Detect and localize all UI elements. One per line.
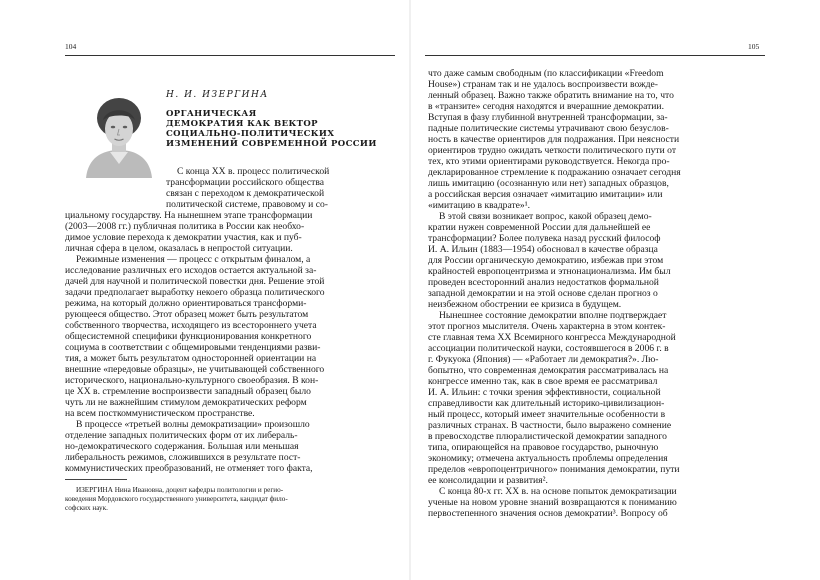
text-line: падные политические системы утрачивают свою безуслов- <box>428 123 669 134</box>
text-line: В процессе «третьей волны демократизации» произошло <box>76 419 310 430</box>
text-line: крайностей европоцентризма и этнонационализма. Им был <box>428 266 671 277</box>
text-line: ленный образец. Важно также обратить внимание на то, что <box>428 90 674 101</box>
text-line: внешние «передовые образцы», не учитывающей собственного <box>65 364 325 375</box>
text-line: исторического, национально-культурного своеобразия. В кон- <box>65 375 319 386</box>
footnote-rule <box>65 479 127 480</box>
text-line: личная сфера в целом, оказалась в непростой ситуации. <box>65 243 293 254</box>
text-line: кратии нужен современной России для дальнейшей ее <box>428 222 651 233</box>
text-line: что даже самым свободным (по классификации «Freedom <box>428 68 664 79</box>
text-line: исследование различных его исходов остается актуальной за- <box>65 265 317 276</box>
text-line: первостепенного значения основ демократии³. Вопросу об <box>428 508 668 519</box>
text-line: С конца 80-х гг. XX в. на основе попыток демократизации <box>439 486 677 497</box>
text-line: но-демократического содержания. Большая или меньшая <box>65 441 299 452</box>
text-line: ность в качестве ориентиров для подражания. При неясности <box>428 134 680 145</box>
text-line: трансформации российского общества <box>166 177 325 188</box>
text-line: трансформации? Более полувека назад русский философ <box>428 233 661 244</box>
text-line: связан с переходом к демократической <box>166 188 325 199</box>
text-line: рующееся общество. Этот образец может быть результатом <box>65 309 309 320</box>
text-line: И. А. Ильин (1883—1954) обосновал в качестве образца <box>428 244 658 255</box>
text-line: Вступая в фазу глубинной внутренней трансформации, за- <box>428 112 668 123</box>
text-line: неизбежном обострении ее кризиса в будущем. <box>428 299 622 310</box>
title-line: ДЕМОКРАТИЯ КАК ВЕКТОР <box>166 119 318 129</box>
footnote-line: софских наук. <box>65 504 108 512</box>
text-line: бопытно, что современная демократия рассматривалась на <box>428 365 669 376</box>
text-line: «имитацию в квадрате»¹. <box>428 200 530 211</box>
text-line: дачей для научной и политической повестки дня. Решение этой <box>65 276 325 287</box>
text-line: димое условие перехода к демократии участия, как и пуб- <box>65 232 302 243</box>
text-line: тия, а может быть результатом односторонней ориентации на <box>65 353 317 364</box>
text-line: сте главная тема XX Всемирного конгресса Международной <box>428 332 676 343</box>
header-rule <box>65 55 395 56</box>
text-line: лишь имитацию (осознанную или нет) западных образцов, <box>428 178 669 189</box>
header-rule <box>425 55 765 56</box>
text-line: этот прогноз мыслителя. Очень характерна в этом контек- <box>428 321 666 332</box>
text-line: ее консолидации и развития². <box>428 475 548 486</box>
author-name: Н. И. ИЗЕРГИНА <box>166 90 269 100</box>
text-line: (2003—2008 гг.) публичная политика в России как необхо- <box>65 221 305 232</box>
text-line: ученые на новом уровне знаний возвращаются к пониманию <box>428 497 677 508</box>
text-line: в «транзите» сегодня находятся и вчерашние демократии. <box>428 101 664 112</box>
text-line: Нынешнее состояние демократии вполне подтверждает <box>439 310 667 321</box>
text-line: режима, на который должно ориентироваться трансформи- <box>65 298 307 309</box>
text-line: западной демократии и на этой основе сделан прогноз о <box>428 288 658 299</box>
text-line: ный процесс, который имеет значительные особенности в <box>428 409 666 420</box>
page-number: 105 <box>748 42 760 51</box>
text-line: общесистемной специфики функционирования конкретного <box>65 331 312 342</box>
text-line: на всем посткоммунистическом пространстве. <box>65 408 255 419</box>
text-line: чуть ли не важнейшим стимулом демократических реформ <box>65 397 307 408</box>
text-line: экономику; отмечена актуальность проблемы определения <box>428 453 668 464</box>
text-line: в превосходстве плюралистической демократии западного <box>428 431 667 442</box>
text-line: социума в соответствии с общемировыми тенденциями разви- <box>65 342 321 353</box>
text-line: тех, кто этими ориентирами руководствуется. Некогда про- <box>428 156 670 167</box>
text-line: конгрессе именно так, как в свое время ее рассматривал <box>428 376 658 387</box>
page-number: 104 <box>65 42 77 51</box>
text-line: а российская версия означает «имитацию имитации» или <box>428 189 663 200</box>
text-line: отделение западных политических форм от их либераль- <box>65 430 298 441</box>
title-line: ИЗМЕНЕНИЙ СОВРЕМЕННОЙ РОССИИ <box>166 139 377 149</box>
text-line: ориентиров трудно ожидать четкости политического пути от <box>428 145 677 156</box>
text-line: це XX в. стремление воспроизвести западный образец было <box>65 386 311 397</box>
text-line: коммунистических преобразований, не отменяет того факта, <box>65 463 313 474</box>
right-page <box>410 0 820 580</box>
text-line: справедливости как длительный историко-цивилизацион- <box>428 398 665 409</box>
footnote-line: коведения Мордовского государственного университета, кандидат фило- <box>65 495 288 503</box>
text-line: либеральность режимов, сложившихся в результате пост- <box>65 452 301 463</box>
text-line: проведен всесторонний анализ недостатков формальной <box>428 277 659 288</box>
text-line: политической системе, правовому и со- <box>166 199 328 210</box>
text-line: циальному государству. На нынешнем этапе трансформации <box>65 210 313 221</box>
text-line: различных странах. В частности, было выражено сомнение <box>428 420 672 431</box>
title-line: СОЦИАЛЬНО-ПОЛИТИЧЕСКИХ <box>166 129 335 139</box>
text-line: И. А. Ильин: с точки зрения эффективности, социальной <box>428 387 661 398</box>
author-portrait <box>76 92 162 178</box>
text-line: собственного творчества, исходящего из всестороннего учета <box>65 320 317 331</box>
footnote-line: ИЗЕРГИНА Нина Ивановна, доцент кафедры политологии и регио- <box>76 486 284 494</box>
text-line: House») странам так и не удалось воспроизвести вожде- <box>428 79 658 90</box>
article-title <box>166 109 396 149</box>
title-line: ОРГАНИЧЕСКАЯ <box>166 109 257 119</box>
text-line: ассоциации политической науки, состоявшегося в 2006 г. в <box>428 343 669 354</box>
text-line: типа, опирающейся на правовое государство, рыночную <box>428 442 659 453</box>
text-line: декларированное стремление к подражанию означает сегодня <box>428 167 681 178</box>
text-line: г. Фукуока (Япония) — «Работает ли демократия?». Лю- <box>428 354 659 365</box>
text-line: для России органическую демократию, избежав при этом <box>428 255 664 266</box>
text-line: задачи предполагает выработку некоего образца политического <box>65 287 325 298</box>
text-line: пределов «европоцентричного» понимания демократии, пути <box>428 464 680 475</box>
text-line: С конца XX в. процесс политической <box>177 166 330 177</box>
text-line: В этой связи возникает вопрос, какой образец демо- <box>439 211 652 222</box>
text-line: Режимные изменения — процесс с открытым финалом, а <box>76 254 311 265</box>
